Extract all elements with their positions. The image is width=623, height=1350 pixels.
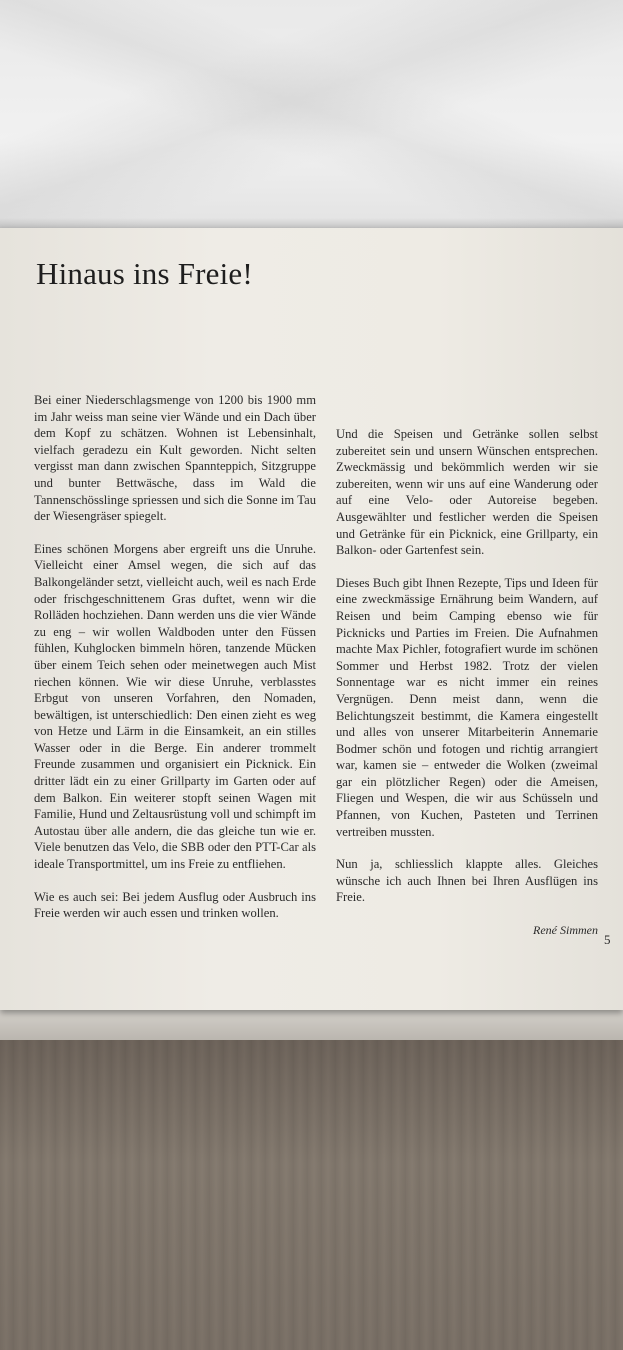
book-edge [0,1005,623,1045]
left-column [34,392,316,938]
author-signature: René Simmen [533,923,598,938]
paragraph: Und die Speisen und Getränke sollen selbst zubereitet sein und unsern Wünschen entsprechen. Zweckmässig und bekömmlich werden wir sie zubereiten, wenn wir uns auf eine Wanderung oder auf eine Velo- oder Autoreise begeben. Ausgewählter und festlicher werden die Speisen und Getränke für ein Picknick, eine Grillparty, ein Balkon- oder Gartenfest sein. [336,427,598,558]
paragraph: Dieses Buch gibt Ihnen Rezepte, Tips und Ideen für eine zweckmässige Ernährung beim Wandern, auf Reisen und beim Camping ebenso wie für Picknicks und Parties im Freien. Die Aufnahmen machte Max Pichler, fotografiert wurde im schönen Sommer und Herbst 1982. Trotz der vielen Sonnentage war es nicht immer ein reines Vergnügen. Denn meist dann, wenn die Belichtungszeit bestimmt, die Kamera eingestellt und alles von unserer Mitarbeiterin Annemarie Bodmer schön und fotogen und richtig arrangiert war, kamen sie – entweder die Wolken (zweimal gar ein plötzlicher Regen) oder die Ameisen, Fliegen und Wespen, die wir aus Schüsseln und Pfannen, von Kuchen, Pasteten und Terrinen vertreiben mussten. [336,575,598,839]
paragraph: Eines schönen Morgens aber ergreift uns die Unruhe. Vielleicht einer Amsel wegen, die sich auf das Balkongeländer setzt, vielleicht auch, weil es nach Erde oder frischgeschnittenem Gras duftet, wenn wir die Rolläden hochziehen. Dann werden uns die vier Wände zu eng – wir wollen Waldboden unter den Füssen fühlen, Kuhglocken bimmeln hören, tanzende Mücken über einem Teich sehen oder meinetwegen auch Mist riechen können. Wie wir diese Unruhe, verblasstes Erbgut von unseren Vorfahren, den Nomaden, bewältigen, ist unterschiedlich: Den einen zieht es weg von Hetze und Lärm in die Einsamkeit, an ein stilles Wasser oder in die Berge. Ein anderer trommelt Freunde zusammen und organisiert ein Picknick. Ein dritter lädt ein zu einer Grillparty im Garten oder auf dem Balkon. Ein weiterer stopft seinen Wagen mit Familie, Hund und Zeltausrüstung voll und schimpft im Autostau über alle andern, die das gleiche tun wie er. Viele benutzen das Velo, die SBB oder den PTT-Car als ideale Transportmittel, um ins Freie zu entfliehen. [34,541,316,872]
wooden-table [0,1040,623,1350]
paragraph: Bei einer Niederschlagsmenge von 1200 bis 1900 mm im Jahr weiss man seine vier Wände und ein Dach über dem Kopf zu schätzen. Wohnen ist Lebensinhalt, vielfach geradezu ein Kult geworden. Nicht selten vergisst man dann zwischen Spannteppich, Sitzgruppe und bunter Bettwäsche, dass im Wald die Tannenschösslinge spriessen und sich die Sonne im Tau der Wiesengräser spiegelt. [34,393,316,524]
page-number: 5 [604,932,611,947]
marble-surface [0,0,623,235]
right-column [336,426,598,939]
paragraph: Wie es auch sei: Bei jedem Ausflug oder Ausbruch ins Freie werden wir auch essen und trinken wollen. [34,889,316,921]
paragraph: Nun ja, schliesslich klappte alles. Gleiches wünsche ich auch Ihnen bei Ihren Ausflügen ins Freie. [336,857,598,905]
page-title: Hinaus ins Freie! [36,256,253,291]
